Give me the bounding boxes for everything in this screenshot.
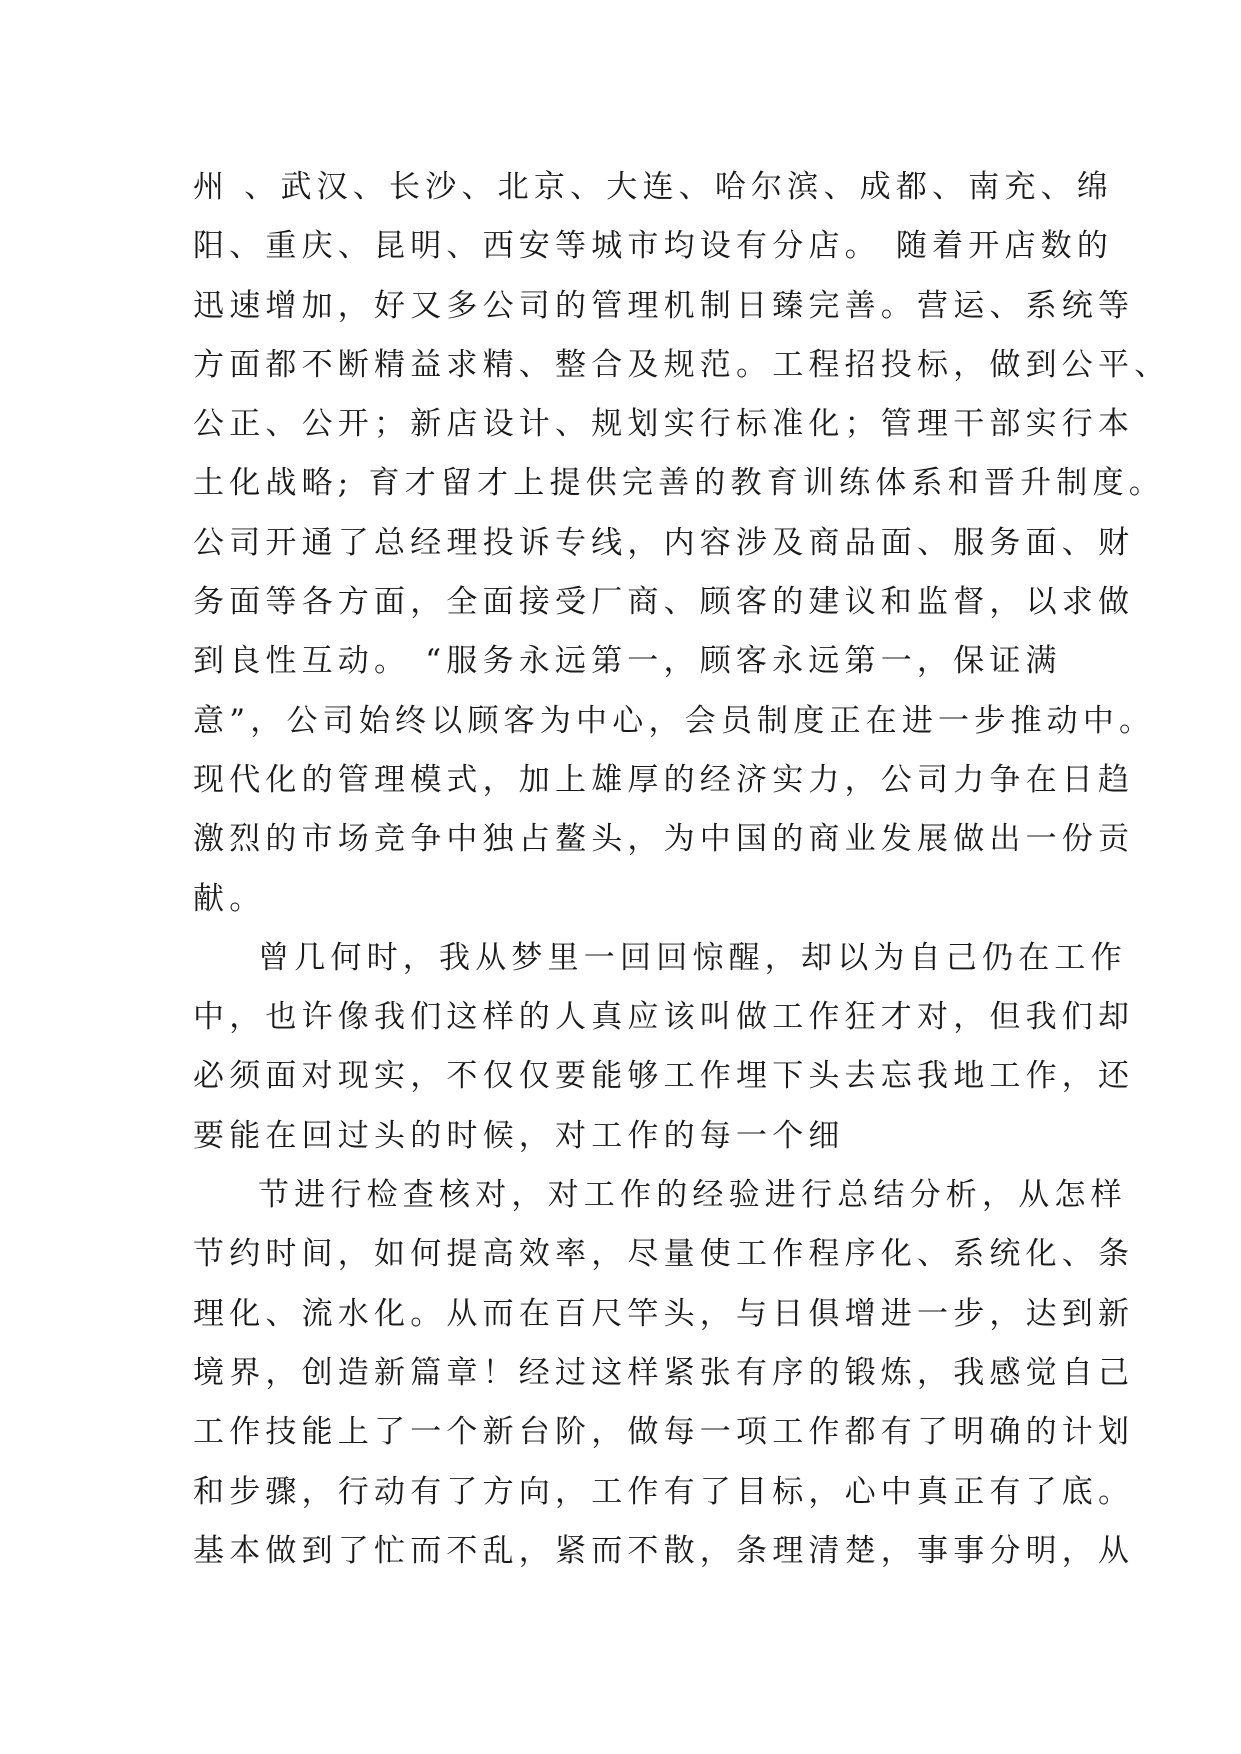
text-line: 节进行检查核对，对工作的经验进行总结分析，从怎样: [258, 1177, 1127, 1214]
text-line: 节约时间，如何提高效率，尽量使工作程序化、系统化、条: [193, 1236, 1135, 1273]
text-line: 意”，公司始终以顾客为中心，会员制度正在进一步推动中。: [193, 702, 1156, 739]
text-line: 中，也许像我们这样的人真应该叫做工作狂才对，但我们却: [193, 999, 1135, 1036]
text-line: 方面都不断精益求精、整合及规范。工程招投标，做到公平、: [193, 346, 1171, 383]
text-line: 到良性互动。 “服务永远第一，顾客永远第一，保证满: [193, 643, 1062, 680]
text-line: 境界，创造新篇章！经过这样紧张有序的锻炼，我感觉自己: [193, 1354, 1135, 1391]
text-line: 土化战略; 育才留才上提供完善的教育训练体系和晋升制度。: [193, 465, 1165, 502]
text-line: 基本做到了忙而不乱，紧而不散，条理清楚，事事分明，从: [193, 1532, 1135, 1569]
text-line: 公司开通了总经理投诉专线，内容涉及商品面、服务面、财: [193, 524, 1135, 561]
text-line: 要能在回过头的时候，对工作的每一个细: [193, 1117, 845, 1154]
text-line: 阳、重庆、昆明、西安等城市均设有分店。 随着开店数的: [193, 228, 1114, 265]
text-line: 和步骤，行动有了方向，工作有了目标，心中真正有了底。: [193, 1473, 1135, 1510]
text-line: 必须面对现实，不仅仅要能够工作埋下头去忘我地工作，还: [193, 1058, 1135, 1095]
text-line: 迅速增加，好又多公司的管理机制日臻完善。营运、系统等: [193, 287, 1135, 324]
text-line: 曾几何时，我从梦里一回回惊醒，却以为自己仍在工作: [258, 939, 1127, 976]
body-text: [193, 158, 1171, 1581]
text-line: 公正、公开；新店设计、规划实行标准化；管理干部实行本: [193, 406, 1135, 443]
text-line: 理化、流水化。从而在百尺竿头，与日俱增进一步，达到新: [193, 1295, 1135, 1332]
text-line: 激烈的市场竞争中独占鳌头，为中国的商业发展做出一份贡: [193, 821, 1135, 858]
text-line: 工作技能上了一个新台阶，做每一项工作都有了明确的计划: [193, 1414, 1135, 1451]
text-line: 献。: [193, 880, 266, 917]
text-line: 现代化的管理模式，加上雄厚的经济实力，公司力争在日趋: [193, 761, 1135, 798]
text-line: 务面等各方面，全面接受厂商、顾客的建议和监督，以求做: [193, 584, 1135, 621]
text-line: 州 、武汉、长沙、北京、大连、哈尔滨、成都、南充、绵: [193, 169, 1114, 205]
